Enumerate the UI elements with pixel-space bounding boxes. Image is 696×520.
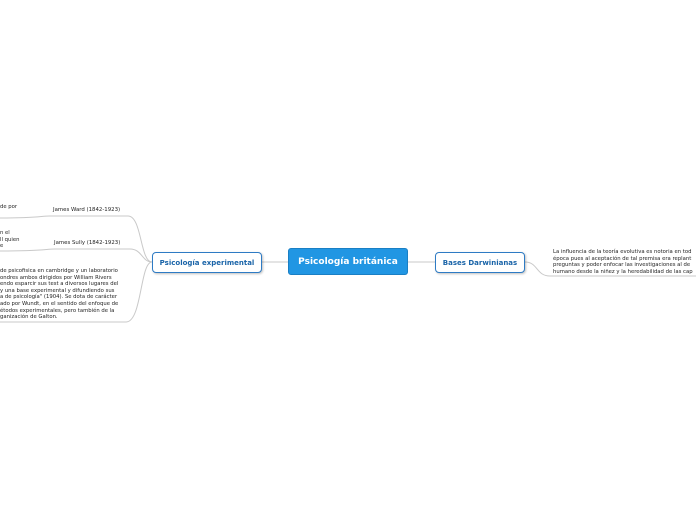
topic-psicologia-experimental[interactable]: [152, 252, 262, 273]
ward-text-line: de por: [0, 204, 18, 210]
lab-text-line: endo esparcir sus test a diversos lugares del: [0, 281, 119, 288]
lab-text-line: ondres ambos dirigidos por William Rivers: [0, 274, 112, 281]
darwin-text[interactable]: [553, 249, 693, 275]
darwin-text-line: La influencia de la teoría evolutiva es notoria en tod: [553, 249, 692, 255]
lab-text-line: de psicofisica en cambridge y un laboratorio: [0, 268, 118, 274]
lab-text[interactable]: [0, 268, 118, 321]
sully-text-line: e: [0, 243, 4, 250]
darwin-text-line: humano desde la niñez y la heredabilidad de las cap: [553, 268, 693, 275]
central-topic-label: Psicología británica: [298, 256, 398, 267]
topic-label: Bases Darwinianas: [442, 258, 518, 267]
darwin-text-line: época pues al aceptación de tal premisa era replant: [553, 255, 692, 262]
link-left-sully: [0, 249, 152, 262]
ward-text: [0, 204, 17, 211]
topic-bases-darwinianas[interactable]: [435, 252, 525, 273]
sully-text: [0, 230, 19, 250]
sully-text-line: ll quien: [0, 236, 20, 243]
lab-text-line: étodos experimentales, pero también de la: [0, 307, 115, 314]
darwin-text-line: preguntas y poder enfocar las investigaciones al de: [553, 262, 691, 269]
link-left-ward: [0, 216, 152, 262]
lab-text-line: a de psicología" (1904). Se dota de carácter: [0, 294, 118, 301]
central-topic[interactable]: [288, 248, 408, 275]
lab-text-line: y una base experimental y difundiendo sus: [0, 287, 115, 294]
subtopic-james-ward[interactable]: James Ward (1842-1923): [53, 207, 121, 213]
subtopic-james-sully[interactable]: James Sully (1842-1923): [54, 240, 121, 246]
lab-text-line: ganización de Galton.: [0, 314, 58, 321]
sully-text-line: n el: [0, 230, 10, 236]
topic-label: Psicología experimental: [159, 258, 255, 267]
lab-text-line: ado por Wundt, en el sentido del enfoque de: [0, 300, 119, 307]
